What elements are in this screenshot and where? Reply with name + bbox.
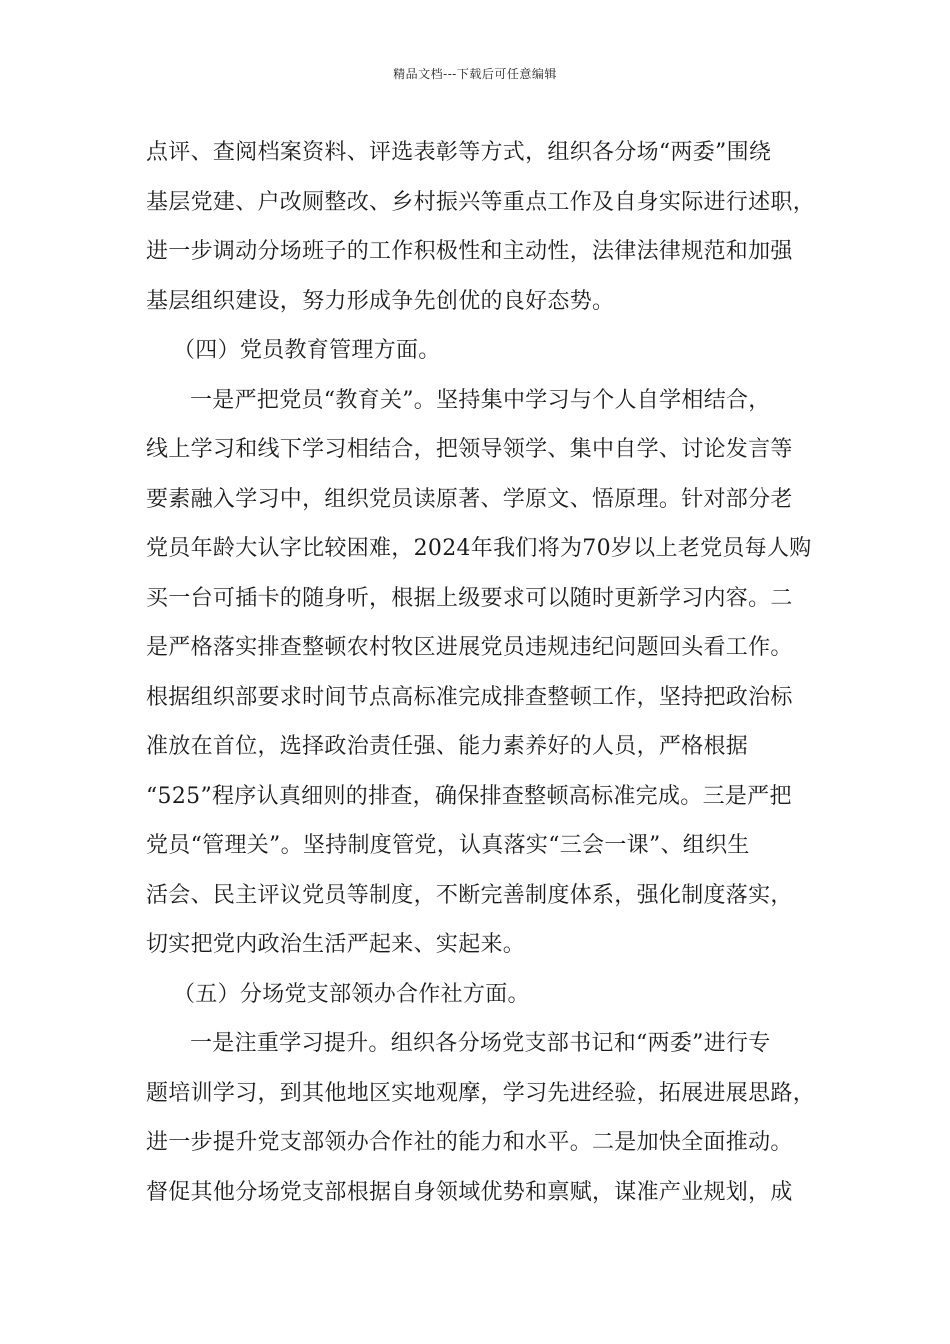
text-line: “525”程序认真细则的排查，确保排查整顿高标准完成。三是严把 xyxy=(146,783,792,809)
text-line: 党员年龄大认字比较困难，2024年我们将为70岁以上老党员每人购 xyxy=(146,536,812,561)
text-line: 进一步提升党支部领办合作社的能力和水平。二是加快全面推动。 xyxy=(146,1130,793,1155)
section-heading: （四）党员教育管理方面。 xyxy=(173,338,441,363)
paragraph-first-line: 一是严把党员“教育关”。坚持集中学习与个人自学相结合， xyxy=(190,387,771,413)
text-line: 根据组织部要求时间节点高标准完成排查整顿工作，坚持把政治标 xyxy=(146,684,793,710)
text-line: 点评、查阅档案资料、评选表彰等方式，组织各分场“两委”围绕 xyxy=(146,140,772,165)
text-line: 是严格落实排查整顿农村牧区进展党员违规违纪问题回头看工作。 xyxy=(146,635,793,660)
text-line: 要素融入学习中，组织党员读原著、学原文、悟原理。针对部分老 xyxy=(146,486,793,512)
text-line: 党员“管理关”。坚持制度管党，认真落实“三会一课”、组织生 xyxy=(146,833,750,858)
section-heading: （五）分场党支部领办合作社方面。 xyxy=(173,981,530,1007)
text-line: 督促其他分场党支部根据自身领域优势和禀赋，谋准产业规划，成 xyxy=(146,1179,793,1205)
text-line: 买一台可插卡的随身听，根据上级要求可以随时更新学习内容。二 xyxy=(146,585,793,611)
text-line: 活会、民主评议党员等制度，不断完善制度体系，强化制度落实， xyxy=(146,882,793,908)
paragraph-first-line: 一是注重学习提升。组织各分场党支部书记和“两委”进行专 xyxy=(190,1031,771,1056)
text-line: 切实把党内政治生活严起来、实起来。 xyxy=(146,932,526,957)
text-line: 题培训学习，到其他地区实地观摩，学习先进经验，拓展进展思路， xyxy=(146,1080,816,1106)
text-line: 线上学习和线下学习相结合，把领导领学、集中自学、讨论发言等 xyxy=(146,437,793,462)
text-line: 准放在首位，选择政治责任强、能力素养好的人员，严格根据 xyxy=(146,734,749,759)
page-header: 精品文档---下载后可任意编辑 xyxy=(393,67,557,81)
text-line: 基层组织建设，努力形成争先创优的良好态势。 xyxy=(146,288,615,314)
text-line: 进一步调动分场班子的工作积极性和主动性，法律法律规范和加强 xyxy=(146,239,793,264)
text-line: 基层党建、户改厕整改、乡村振兴等重点工作及自身实际进行述职， xyxy=(146,189,816,215)
document-body xyxy=(146,128,816,1217)
